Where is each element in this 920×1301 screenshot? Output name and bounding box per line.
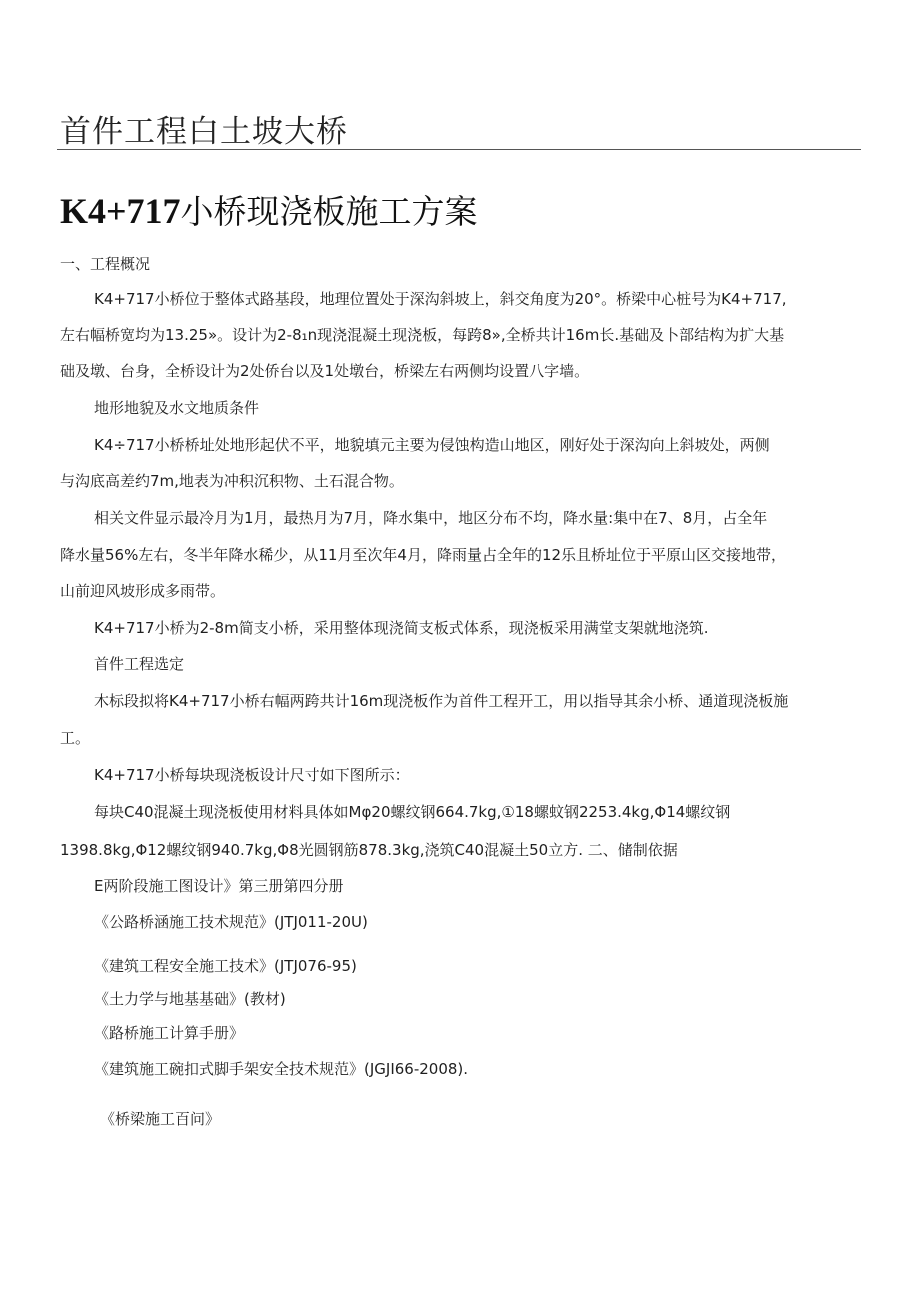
- paragraph-line: 山前迎风坡形成多雨带。: [60, 582, 226, 600]
- paragraph-line: 1398.8kg,Φ12螺纹钢940.7kg,Φ8光圆钢筋878.3kg,浇筑C40混凝土50立方. 二、储制依据: [60, 841, 678, 859]
- paragraph-line: 础及墩、台身，全桥设计为2处侨台以及1处墩台，桥梁左右两侧均设置八字墙。: [60, 362, 590, 380]
- page-header-title: 首件工程白土坡大桥: [60, 114, 348, 150]
- paragraph-line: K4+717小桥位于整体式路基段，地理位置处于深沟斜坡上，斜交角度为20°。桥梁中心桩号为K4+717,: [94, 290, 787, 308]
- reference-item: 《桥梁施工百问》: [100, 1110, 221, 1128]
- paragraph-line: 与沟底高差约7m,地表为冲积沉积物、土石混合物。: [60, 472, 404, 490]
- paragraph-line: 每块C40混凝土现浇板使用材料具体如Mφ20螺纹钢664.7kg,①18螺蚊钢2253.4kg,Φ14螺纹钢: [94, 803, 731, 821]
- document-title: [60, 186, 478, 233]
- header-divider: [57, 149, 861, 150]
- subheading-first-work: 首件工程选定: [94, 655, 185, 673]
- paragraph-line: K4+717小桥为2-8m简支小桥，采用整体现浇简支板式体系，现浇板采用满堂支架就地浇筑.: [94, 619, 709, 637]
- paragraph-line: 相关文件显示最冷月为1月，最热月为7月，降水集中，地区分布不均，降水量:集中在7、8月，占全年: [94, 509, 768, 527]
- paragraph-line: K4+717小桥每块现浇板设计尺寸如下图所示：: [94, 766, 410, 784]
- reference-item: 《土力学与地基基础》(教材): [94, 990, 286, 1008]
- subheading-terrain: 地形地貌及水文地质条件: [94, 399, 260, 417]
- document-title-text: 小桥现浇板施工方案: [180, 192, 478, 231]
- paragraph-line: 左右幅桥宽均为13.25»。设计为2-8₁n现浇混凝土现浇板，每跨8»,全桥共计16m长.基础及卜部结构为扩大基: [60, 326, 785, 344]
- paragraph-line: K4÷717小桥桥址处地形起伏不平，地貌填元主要为侵蚀构造山地区，刚好处于深沟向上斜坡处，两侧: [94, 436, 770, 454]
- reference-item: E两阶段施工图设计》第三册第四分册: [94, 877, 344, 895]
- paragraph-line: 降水量56%左右，冬半年降水稀少，从11月至次年4月，降雨量占全年的12乐且桥址位于平原山区交接地带，: [60, 546, 787, 564]
- reference-item: 《公路桥涵施工技术规范》(JTJ011-20U): [94, 913, 368, 931]
- document-title-code: K4+717: [60, 191, 181, 231]
- paragraph-line: 木标段拟将K4+717小桥右幅两跨共计16m现浇板作为首件工程开工，用以指导其余小桥、通道现浇板施: [94, 692, 789, 710]
- reference-item: 《建筑工程安全施工技术》(JTJ076-95): [94, 957, 357, 975]
- paragraph-line: 工。: [60, 729, 91, 747]
- section-heading-overview: 一、工程概况: [60, 255, 151, 273]
- reference-item: 《路桥施工计算手册》: [94, 1024, 245, 1042]
- reference-item: 《建筑施工碗扣式脚手架安全技术规范》(JGJI66-2008).: [94, 1060, 469, 1078]
